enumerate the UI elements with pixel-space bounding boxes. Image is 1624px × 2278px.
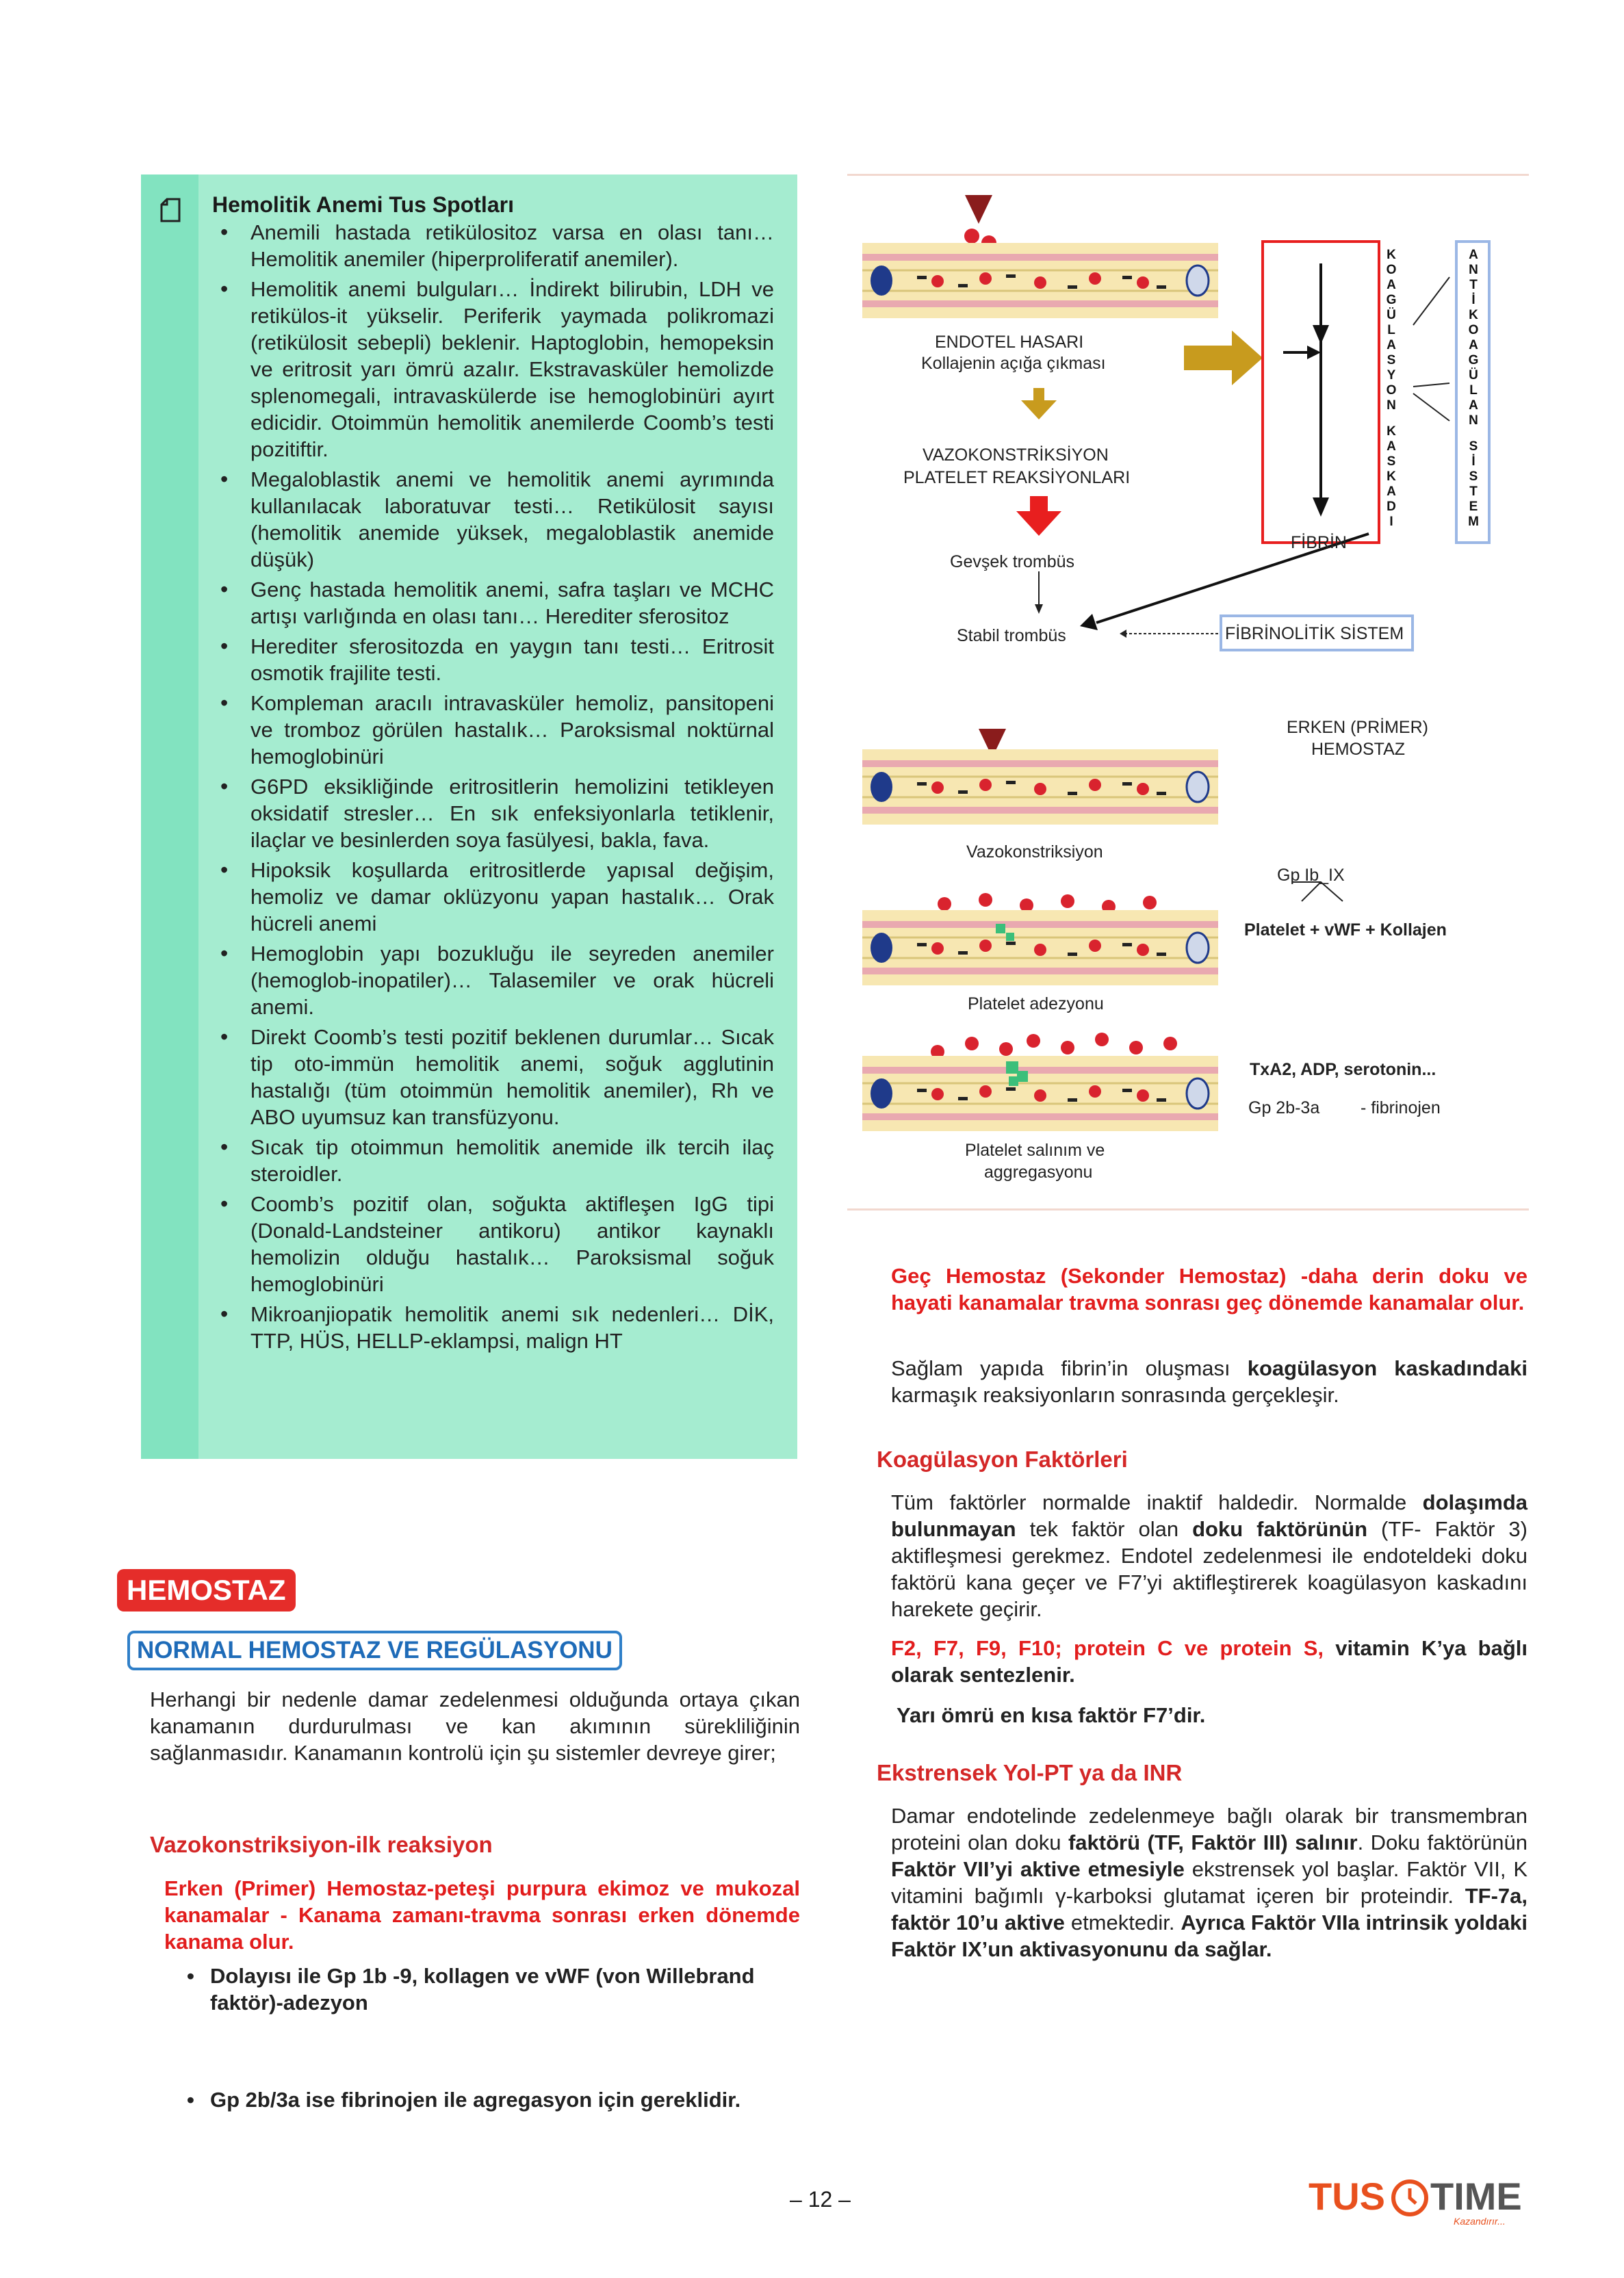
e2: faktörü (TF, Faktör III) salınır [1068,1830,1358,1854]
fig-gp2-label: Gp 2b-3a [1248,1098,1320,1117]
spot-box [141,174,797,1459]
fig-vazo2-label: Vazokonstriksiyon [966,842,1103,862]
spot-item: • Anemili hastada retikülositoz varsa en olası tanı… Hemolitik anemiler (hiperproliferatif anemiler). [208,219,774,272]
ekstrensek-title: Ekstrensek Yol-PT ya da INR [877,1760,1183,1785]
fig-adez-label: Platelet adezyonu [968,994,1104,1013]
saglam-b: koagülasyon kaskadındaki [1247,1356,1528,1380]
k4: doku faktörünün [1192,1517,1368,1541]
e3: . Doku faktörünün [1357,1830,1528,1854]
injury-triangle [965,195,992,224]
fig-pvk-label: Platelet + vWF + Kollajen [1244,920,1447,940]
spot-item: • Herediter sferositozda en yaygın tanı testi… Eritrosit osmotik frajilite testi. [208,633,774,686]
vitk-paragraph [891,1635,1528,1688]
k1: Tüm faktörler normalde inaktif haldedir. Normalde [891,1490,1423,1514]
k5: (TF- Faktör 3) aktifleşmesi gerekmez. Endotel zedelenmesi ile endoteldeki doku faktörü kana geçer ve F7’yi aktifleştirerek koagülasyon kaskadını harekete geçirir. [891,1517,1528,1621]
fig-fibrinojen-label: - fibrinojen [1361,1098,1441,1117]
spot-item: • Hipoksik koşullarda eritrositlerde yapısal değişim, hemoliz ve damar oklüzyonu yapan hastalık… Orak hücreli anemi [208,857,774,937]
spot-item: • Hemoglobin yapı bozukluğu ile seyreden anemiler (hemoglob-inopatiler)… Talasemiler ve orak hücreli anemi. [208,940,774,1020]
saglam-a: Sağlam yapıda fibrin’in oluşması [891,1356,1248,1380]
ekstrensek-paragraph [891,1802,1528,1963]
intro-paragraph: Herhangi bir nedenle damar zedelenmesi olduğunda ortaya çıkan kanamanın durdurulması ve kan akımının sürekliliğinin sağlanmasıdır. Kanamanın kontrolü için şu sistemler devreye girer; [150,1687,800,1765]
fig-erken-label: ERKEN (PRİMER) [1287,718,1428,737]
e7: etmektedir. [1064,1911,1181,1934]
fig-aggregasyon-label: aggregasyonu [984,1163,1093,1182]
fig-gevsek-label: Gevşek trombüs [950,552,1075,571]
e5: ekstrensek yol başlar. Faktör VII, K vitamini bağımlı γ-karboksi glutamat içeren bir proteindir. [891,1857,1528,1908]
koag-faktorleri-title: Koagülasyon Faktörleri [877,1447,1128,1472]
e1: Damar endotelinde zedelenmeye bağlı olarak bir transmembran proteini olan doku [891,1804,1528,1854]
vitk-red: F2, F7, F9, F10; protein C ve protein S, [891,1636,1324,1660]
spot-item: • G6PD eksikliğinde eritrositlerin hemolizini tetikleyen oksidatif stresler… En sık enfeksiyonlarla tetiklenir, ilaçlar ve besinlerden soya fasülyesi, bakla, fava. [208,773,774,853]
spot-stripe [141,174,198,1459]
fig-antikoagulan-vertical: A N T İ K O A G Ü L A N S İ S T E M [1468,248,1479,529]
bullet-gp1b: • Dolayısı ile Gp 1b -9, kollagen ve vWF (von Willebrand faktör)-adezyon [180,1963,800,2016]
logo-tus: TUS [1309,2175,1385,2218]
e4: Faktör VII’yi aktive etmesiyle [891,1857,1185,1881]
k2: dolaşımda bulunmayan [891,1490,1528,1541]
spot-item: • Direkt Coomb’s testi pozitif beklenen durumlar… Sıcak tip oto-immün hemolitik anemi, soğuk agglutinin hastalığı (tüm otoimmün hemolitik anemiler), Rh ve ABO uyumsuz kan transfüzyonu. [208,1024,774,1130]
erken-hemostaz-text: Erken (Primer) Hemostaz-peteşi purpura ekimoz ve mukozal kanamalar - Kanama zamanı-travma sonrası erken dönemde kanama olur. [164,1876,800,1954]
spot-item: • Genç hastada hemolitik anemi, safra taşları ve MCHC artışı varlığında en olası tanı… Herediter sferositoz [208,576,774,630]
fig-kollajen-label: Kollajenin açığa çıkması [921,354,1106,373]
fig-endotel-label: ENDOTEL HASARI [935,333,1084,352]
spot-title: Hemolitik Anemi Tus Spotları [212,192,514,217]
logo-time: TIME [1430,2175,1522,2218]
koag-paragraph [891,1489,1528,1622]
fig-salinim-label: Platelet salınım ve [965,1141,1105,1160]
yari-omru-text: Yarı ömrü en kısa faktör F7’dir. [897,1703,1206,1727]
note-icon [160,198,181,222]
spot-list [208,219,774,1354]
fig-vazo-label: VAZOKONSTRİKSİYON [923,445,1109,465]
fig-koagulasyon-vertical: K O A G Ü L A S Y O N K A S K A D I [1386,248,1397,529]
e6: TF-7a, faktör 10’u aktive [891,1884,1528,1934]
saglam-paragraph [891,1355,1528,1408]
red-arrow-down [1016,496,1061,536]
fig-fibrin-label: FİBRİN [1291,533,1347,552]
gec-hemostaz-text: Geç Hemostaz (Sekonder Hemostaz) -daha derin doku ve hayati kanamalar travma sonrası geç dönemde kanamalar olur. [891,1264,1528,1315]
spot-item: • Sıcak tip otoimmun hemolitik anemide ilk tercih ilaç steroidler. [208,1134,774,1187]
gold-arrow-down [1021,388,1057,419]
fig-stabil-label: Stabil trombüs [957,626,1066,645]
top-rule [847,174,1529,176]
section-box-title: NORMAL HEMOSTAZ VE REGÜLASYONU [127,1631,622,1670]
fig-fibrinolitik-label: FİBRİNOLİTİK SİSTEM [1225,624,1404,643]
spot-item: • Megaloblastik anemi ve hemolitik anemi ayrımında kullanılacak laboratuvar testi… Retikülosit sayısı (hemolitik anemide yüksek, megaloblastik anemide düşük) [208,466,774,573]
saglam-c: karmaşık reaksiyonların sonrasında gerçekleşir. [891,1383,1339,1407]
fig-txa-label: TxA2, ADP, serotonin... [1250,1060,1436,1079]
tustime-logo [1309,2175,1528,2229]
spot-item: • Mikroanjiopatik hemolitik anemi sık nedenleri… DİK, TTP, HÜS, HELLP-eklampsi, malign HT [208,1301,774,1354]
gold-arrow-right [1184,331,1263,385]
fig-platelet-reak-label: PLATELET REAKSİYONLARI [903,468,1131,487]
spot-item: • Kompleman aracılı intravasküler hemoliz, pansitopeni ve tromboz görülen hastalık… Paroksismal noktürnal hemoglobinüri [208,690,774,770]
mid-rule [847,1208,1529,1211]
hemostaz-tag: HEMOSTAZ [117,1569,296,1612]
clock-icon [1391,2179,1429,2217]
sub-vazokonstriksiyon: Vazokonstriksiyon-ilk reaksiyon [150,1832,493,1857]
fig-hemostaz-label: HEMOSTAZ [1311,740,1406,759]
fig-gp-label: Gp Ib_IX [1277,866,1345,885]
e8: Ayrıca Faktör VIIa intrinsik yoldaki Faktör IX’un aktivasyonunu da sağlar. [891,1911,1528,1961]
logo-slogan: Kazandırır... [1454,2216,1506,2227]
spot-item: • Coomb’s pozitif olan, soğukta aktifleşen IgG tipi (Donald-Landsteiner antikoru) antikor kaynaklı hemolizin olduğu hastalık… Paroksismal soğuk hemoglobinüri [208,1191,774,1297]
bullet-gp2b: • Gp 2b/3a ise fibrinojen ile agregasyon için gereklidir. [180,2086,800,2113]
vitk-black: vitamin K’ya bağlı olarak sentezlenir. [891,1636,1528,1687]
page-number: – 12 – [790,2187,851,2212]
k3: tek faktör olan [1016,1517,1193,1541]
spot-item: • Hemolitik anemi bulguları… İndirekt bilirubin, LDH ve retikülos-it yükselir. Periferik yaymada polikromazi (retikülosit sebepli) beklenir. Haptoglobin, hemopeksin ve eritrosit yarı ömrü azalır. Ekstravasküler hemolizde splenomegali, intravaskülerde ise hemoglobinüri ayırt edicidir. Otoimmün hemolitik anemilerde Coomb’s testi pozitiftir. [208,276,774,463]
